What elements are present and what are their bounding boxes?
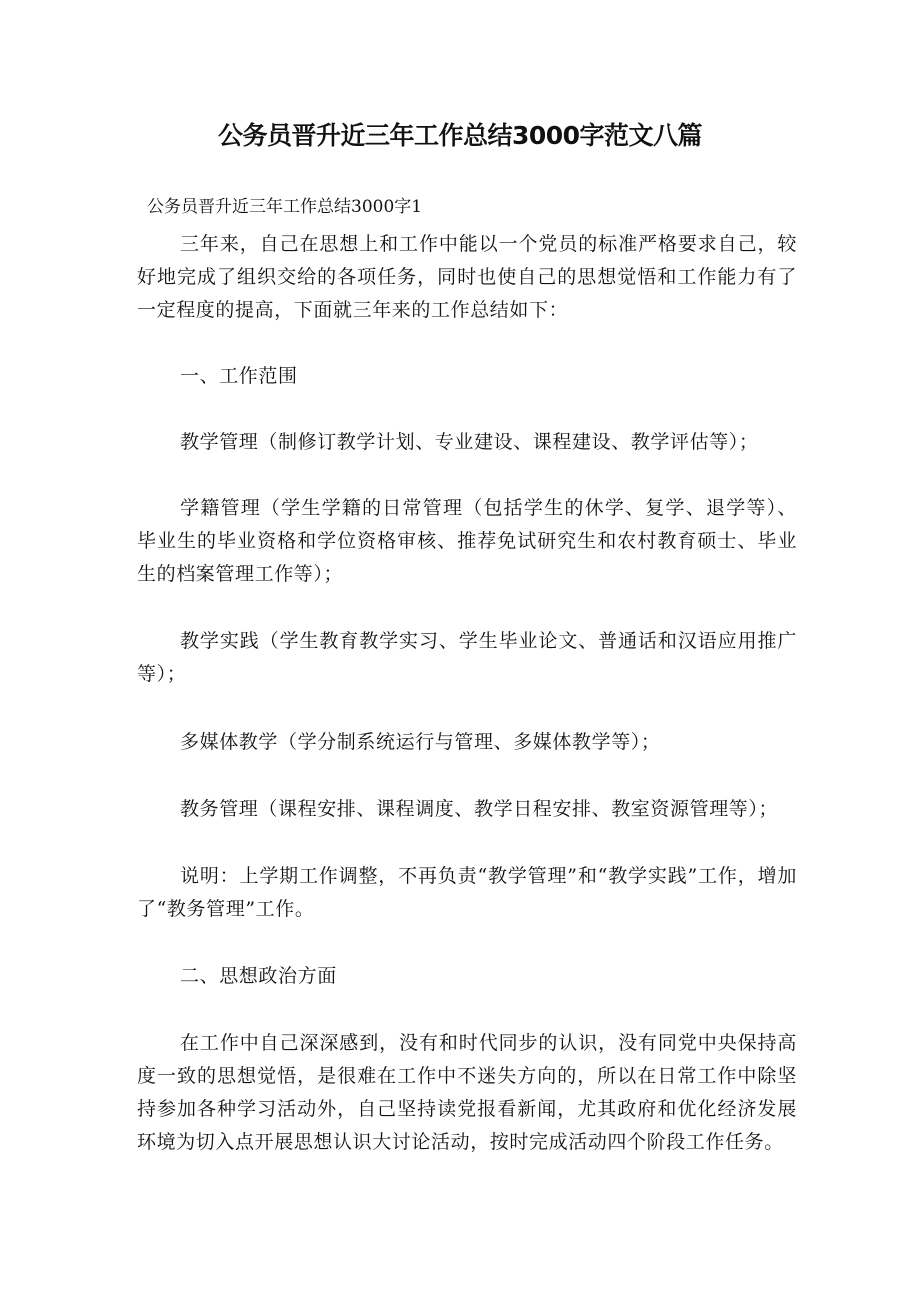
item-teaching-management: 教学管理（制修订教学计划、专业建设、课程建设、教学评估等）；: [180, 431, 759, 453]
politics-paragraph: 在工作中自己深深感到，没有和时代同步的认识，没有同党中央保持高度一致的思想觉悟，是很难在工作中不迷失方向的，所以在日常工作中除坚持参加各种学习活动外，自己坚持读党报看新闻，尤其政府和优化经济发展环境为切入点开展思想认识大讨论活动，按时完成活动四个阶段工作任务。: [137, 1032, 797, 1153]
item-teaching-practice: 教学实践（学生教育教学实习、学生毕业论文、普通话和汉语应用推广等）；: [137, 630, 797, 685]
document-title: 公务员晋升近三年工作总结3000字范文八篇: [217, 121, 703, 150]
intro-paragraph: 三年来，自己在思想上和工作中能以一个党员的标准严格要求自己，较好地完成了组织交给的各项任务，同时也使自己的思想觉悟和工作能力有了一定程度的提高，下面就三年来的工作总结如下：: [137, 233, 797, 321]
item-multimedia-teaching: 多媒体教学（学分制系统运行与管理、多媒体教学等）；: [180, 731, 661, 753]
article-subtitle: 公务员晋升近三年工作总结3000字1: [147, 197, 423, 217]
section-heading-political: 二、思想政治方面: [180, 965, 337, 987]
item-student-records: 学籍管理（学生学籍的日常管理（包括学生的休学、复学、退学等）、毕业生的毕业资格和学位资格审核、推荐免试研究生和农村教育硕士、毕业生的档案管理工作等）；: [137, 497, 797, 585]
note-paragraph: 说明：上学期工作调整，不再负责“教学管理”和“教学实践”工作，增加了“教务管理”工作。: [137, 865, 797, 920]
section-heading-work-scope: 一、工作范围: [180, 365, 298, 387]
item-academic-affairs: 教务管理（课程安排、课程调度、教学日程安排、教室资源管理等）；: [180, 798, 779, 820]
